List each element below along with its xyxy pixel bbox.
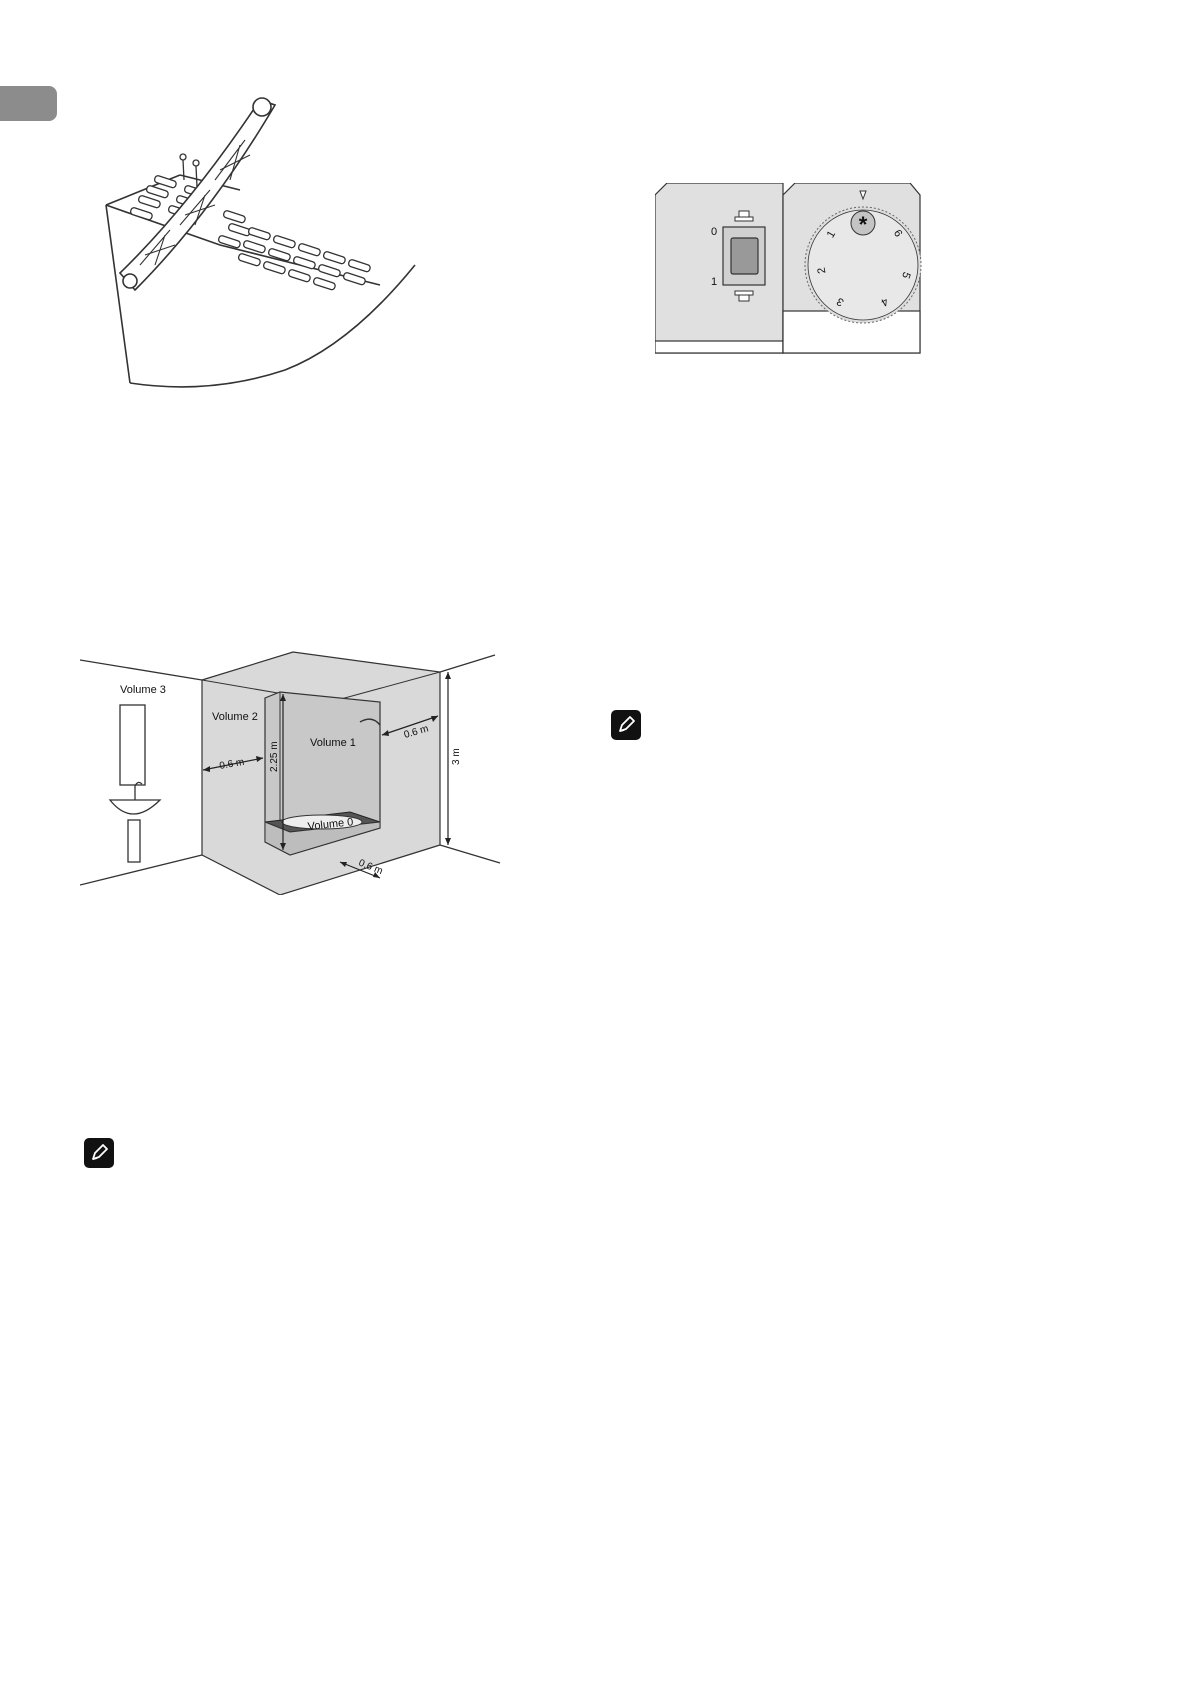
dial-mark-4: 4 — [878, 294, 891, 309]
dial-mark-5: 5 — [899, 270, 913, 280]
control-panel-illustration — [655, 183, 925, 365]
pencil-icon — [611, 710, 641, 740]
language-tab — [0, 86, 57, 121]
dim-left-label: 0.6 m — [218, 756, 246, 772]
switch-on-label: 1 — [710, 276, 718, 288]
dim-height-zone-label: 2.25 m — [269, 741, 280, 772]
dial-mark-6: 6 — [890, 227, 905, 240]
dial-mark-3: 3 — [834, 294, 847, 309]
switch-off-label: 0 — [710, 226, 718, 238]
dial-mark-2: 2 — [815, 266, 829, 275]
volume-1-label: Volume 1 — [310, 737, 356, 749]
dial-mark-1: 1 — [824, 228, 839, 241]
pencil-icon — [84, 1138, 114, 1168]
dim-height-room-label: 3 m — [451, 748, 462, 765]
volume-2-label: Volume 2 — [212, 711, 258, 723]
volume-3-label: Volume 3 — [120, 684, 166, 696]
dim-front-label: 0.6 m — [356, 857, 385, 878]
volume-0-label: Volume 0 — [307, 816, 354, 833]
bathroom-volumes-diagram — [80, 650, 505, 895]
wall-bracket-illustration — [100, 95, 430, 395]
dim-right-label: 0.6 m — [402, 723, 430, 741]
frost-symbol: * — [858, 212, 868, 237]
